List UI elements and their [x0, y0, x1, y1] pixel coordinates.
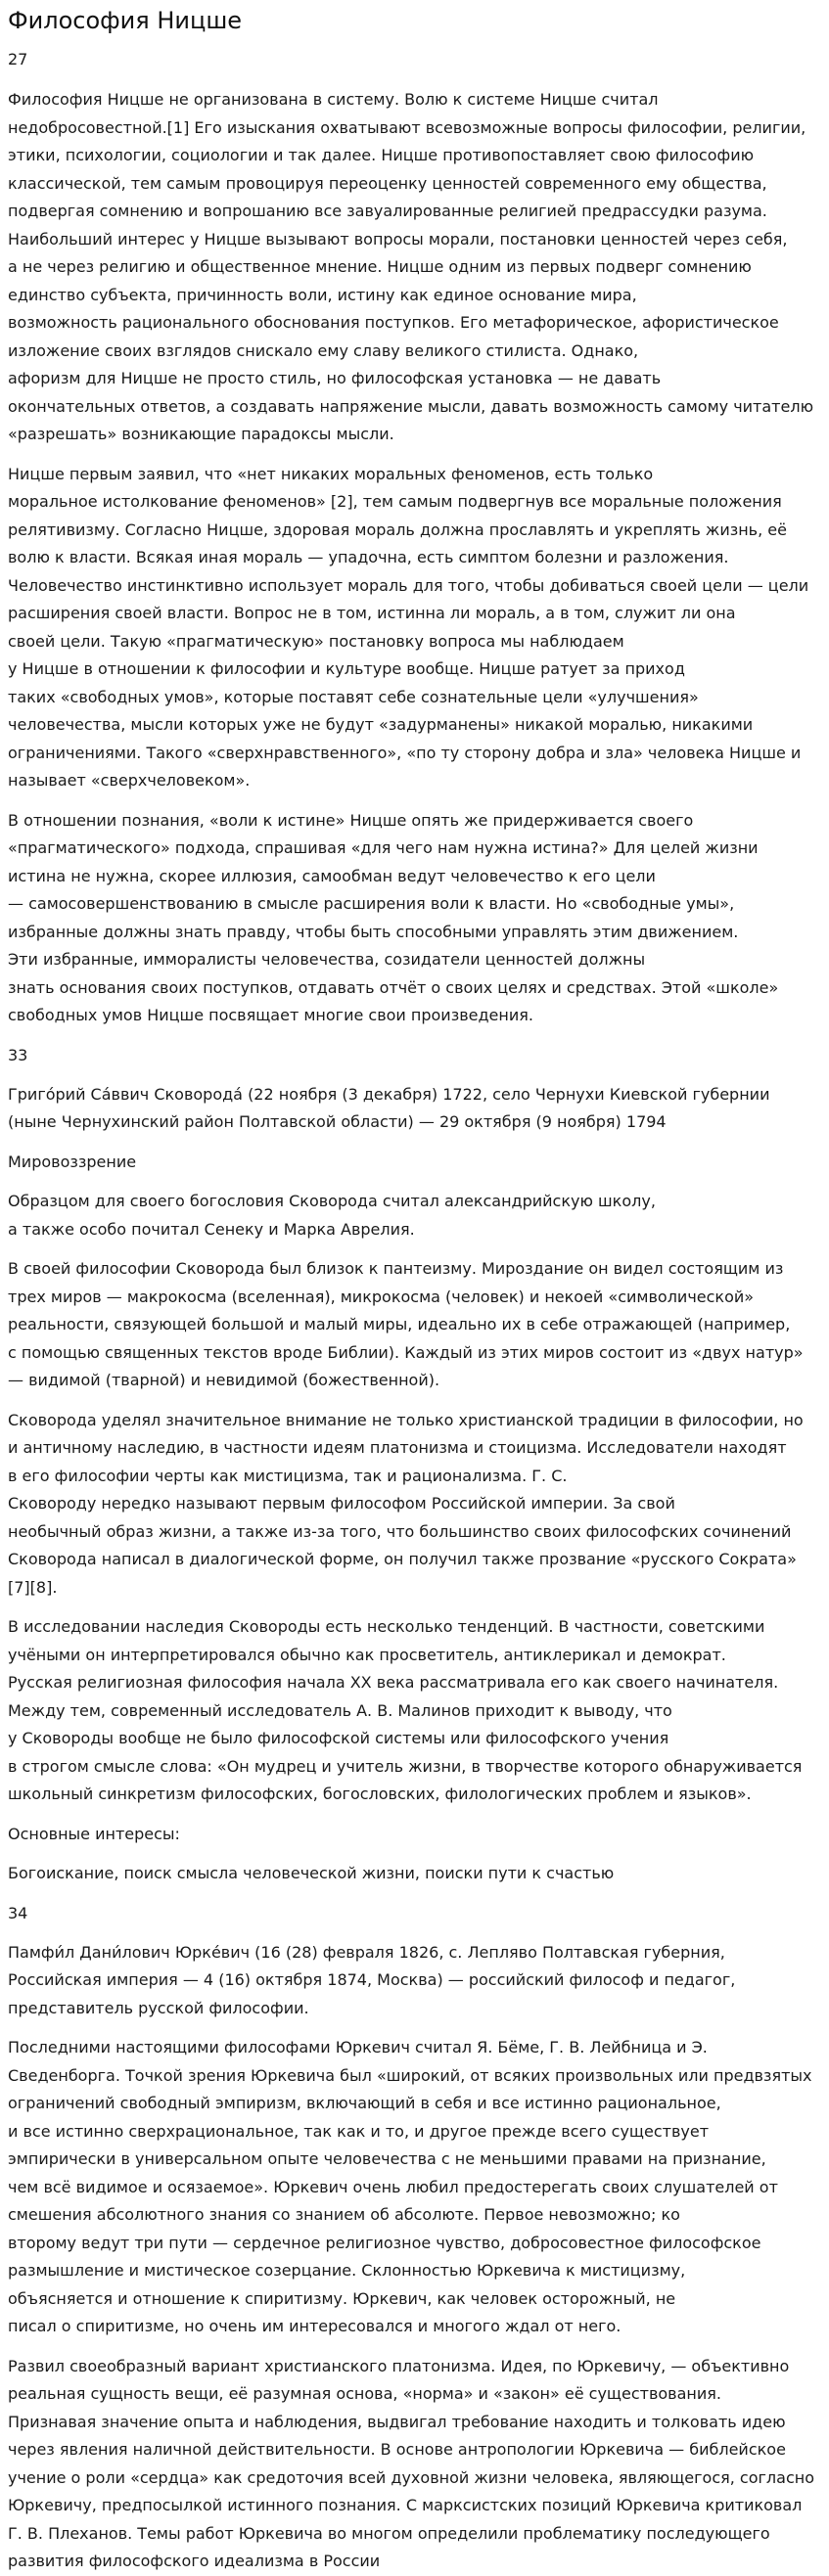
- paragraph: В отношении познания, «воли к истине» Ницше опять же придерживается своего «прагматического» подхода, спрашивая «для чего нам нужна истина?» Для целей жизни истина не нужна, скорее иллюзия, самообман ведут человечество к его цели — самосовершенствованию в смысле расширения воли к власти. Но «свободные умы», избранные должны знать правду, чтобы быть способными управлять этим движением. Эти избранные, имморалисты человечества, созидатели ценностей должны знать основания своих поступков, отдавать отчёт о своих целях и средствах. Этой «школе» свободных умов Ницше посвящает многие свои произведения.: [8, 810, 779, 1024]
- paragraph: Григо́рий Са́ввич Сковорода́ (22 ноября (3 декабря) 1722, село Чернухи Киевской губернии (ныне Чернухинский район Полтавской области) — 29 октября (9 ноября) 1794: [8, 1084, 770, 1131]
- section-33: [8, 1042, 821, 1888]
- paragraph: Философия Ницше не организована в систему. Волю к системе Ницше считал недобросовестной.[1] Его изыскания охватывают всевозможные вопросы философии, религии, этики, психологии, социологии и так далее. Ницше противопоставляет свою философию классической, тем самым провоцируя переоценку ценностей современного ему общества, подвергая сомнению и вопрошанию все завуалированные религией предрассудки разума. Наибольший интерес у Ницше вызывают вопросы морали, постановки ценностей через себя, а не через религию и общественное мнение. Ницше одним из первых подверг сомнению единство субъекта, причинность воли, истину как единое основание мира, возможность рационального обоснования поступков. Его метафорическое, афористическое изложение своих взглядов снискало ему славу великого стилиста. Однако, афоризм для Ницше не просто стиль, но философская установка — не давать окончательных ответов, а создавать напряжение мысли, давать возможность самому читателю «разрешать» возникающие парадоксы мысли.: [8, 90, 814, 443]
- page-title: Философия Ницше: [8, 7, 243, 34]
- section-number: 33: [8, 1045, 28, 1064]
- section-number: 34: [8, 1903, 28, 1922]
- section-34: [8, 1900, 821, 2576]
- paragraph-heading: Мировоззрение: [8, 1152, 137, 1171]
- paragraph: Памфи́л Дани́лович Юрке́вич (16 (28) февраля 1826, с. Лепляво Полтавская губерния, Российская империя — 4 (16) октября 1874, Москва) — российский философ и педагог, представитель русской философии.: [8, 1942, 736, 2017]
- paragraph-heading: Основные интересы:: [8, 1824, 180, 1843]
- paragraph: В исследовании наследия Сковороды есть несколько тенденций. В частности, советскими учёными он интерпретировался обычно как просветитель, антиклерикал и демократ. Русская религиозная философия начала XX века рассматривала его как своего начинателя. Между тем, современный исследователь А. В. Малинов приходит к выводу, что у Сковороды вообще не было философской системы или философского учения в строгом смысле слова: «Он мудрец и учитель жизни, в творчестве которого обнаруживается школьный синкретизм философских, богословских, филологических проблем и языков».: [8, 1617, 803, 1803]
- paragraph: Ницше первым заявил, что «нет никаких моральных феноменов, есть только моральное истолкование феноменов» [2], тем самым подвергнув все моральные положения релятивизму. Согласно Ницше, здоровая мораль должна прославлять и укреплять жизнь, её волю к власти. Всякая иная мораль — упадочна, есть симптом болезни и разложения. Человечество инстинктивно использует мораль для того, чтобы добиваться своей цели — цели расширения своей власти. Вопрос не в том, истинна ли мораль, а в том, служит ли она своей цели. Такую «прагматическую» постановку вопроса мы наблюдаем у Ницше в отношении к философии и культуре вообще. Ницше ратует за приход таких «свободных умов», которые поставят себе сознательные цели «улучшения» человечества, мысли которых уже не будут «задурманены» никакой моралью, никакими ограничениями. Такого «сверхнравственного», «по ту сторону добра и зла» человека Ницше и называет «сверхчеловеком».: [8, 464, 809, 790]
- paragraph: Богоискание, поиск смысла человеческой жизни, поиски пути к счастью: [8, 1864, 615, 1882]
- paragraph: Последними настоящими философами Юркевич считал Я. Бёме, Г. В. Лейбница и Э. Сведенборга. Точкой зрения Юркевича был «широкий, от всяких произвольных или предвзятых ограничений свободный эмпиризм, включающий в себя и все истинно рациональное, и все истинно сверхрациональное, так как и то, и другое прежде всего существует эмпирически в универсальном опыте человечества с не меньшими правами на признание, чем всё видимое и осязаемое». Юркевич очень любил предостерегать своих слушателей от смешения абсолютного знания со знанием об абсолюте. Первое невозможно; ко второму ведут три пути — сердечное религиозное чувство, добросовестное философское размышление и мистическое созерцание. Склонностью Юркевича к мистицизму, объясняется и отношение к спиритизму. Юркевич, как человек осторожный, не писал о спиритизме, но очень им интересовался и многого ждал от него.: [8, 2038, 812, 2335]
- paragraph: Сковорода уделял значительное внимание не только христианской традиции в философии, но и античному наследию, в частности идеям платонизма и стоицизма. Исследователи находят в его философии черты как мистицизма, так и рационализма. Г. С. Сковороду нередко называют первым философом Российской империи. За свой необычный образ жизни, а также из-за того, что большинство своих философских сочинений Сковорода написал в диалогической форме, он получил также прозвание «русского Сократа» [7][8].: [8, 1410, 804, 1597]
- section-number: 27: [8, 50, 28, 68]
- section-27: [8, 49, 821, 1030]
- paragraph: Развил своеобразный вариант христианского платонизма. Идея, по Юркевичу, — объективно реальная сущность вещи, её разумная основа, «норма» и «закон» её существования. Признавая значение опыта и наблюдения, выдвигал требование находить и толковать идею через явления наличной действительности. В основе антропологии Юркевича — библейское учение о роли «сердца» как средоточия всей духовной жизни человека, являющегося, согласно Юркевичу, предпосылкой истинного познания. С марксистских позиций Юркевича критиковал Г. В. Плеханов. Темы работ Юркевича во многом определили проблематику последующего развития философского идеализма в России: [8, 2356, 814, 2570]
- paragraph: В своей философии Сковорода был близок к пантеизму. Мироздание он видел состоящим из трех миров — макрокосма (вселенная), микрокосма (человек) и некоей «символической» реальности, связующей большой и малый миры, идеально их в себе отражающей (например, с помощью священных текстов вроде Библии). Каждый из этих миров состоит из «двух натур» — видимой (тварной) и невидимой (божественной).: [8, 1259, 804, 1389]
- paragraph: Образцом для своего богословия Сковорода считал александрийскую школу, а также особо почитал Сенеку и Марка Аврелия.: [8, 1192, 656, 1239]
